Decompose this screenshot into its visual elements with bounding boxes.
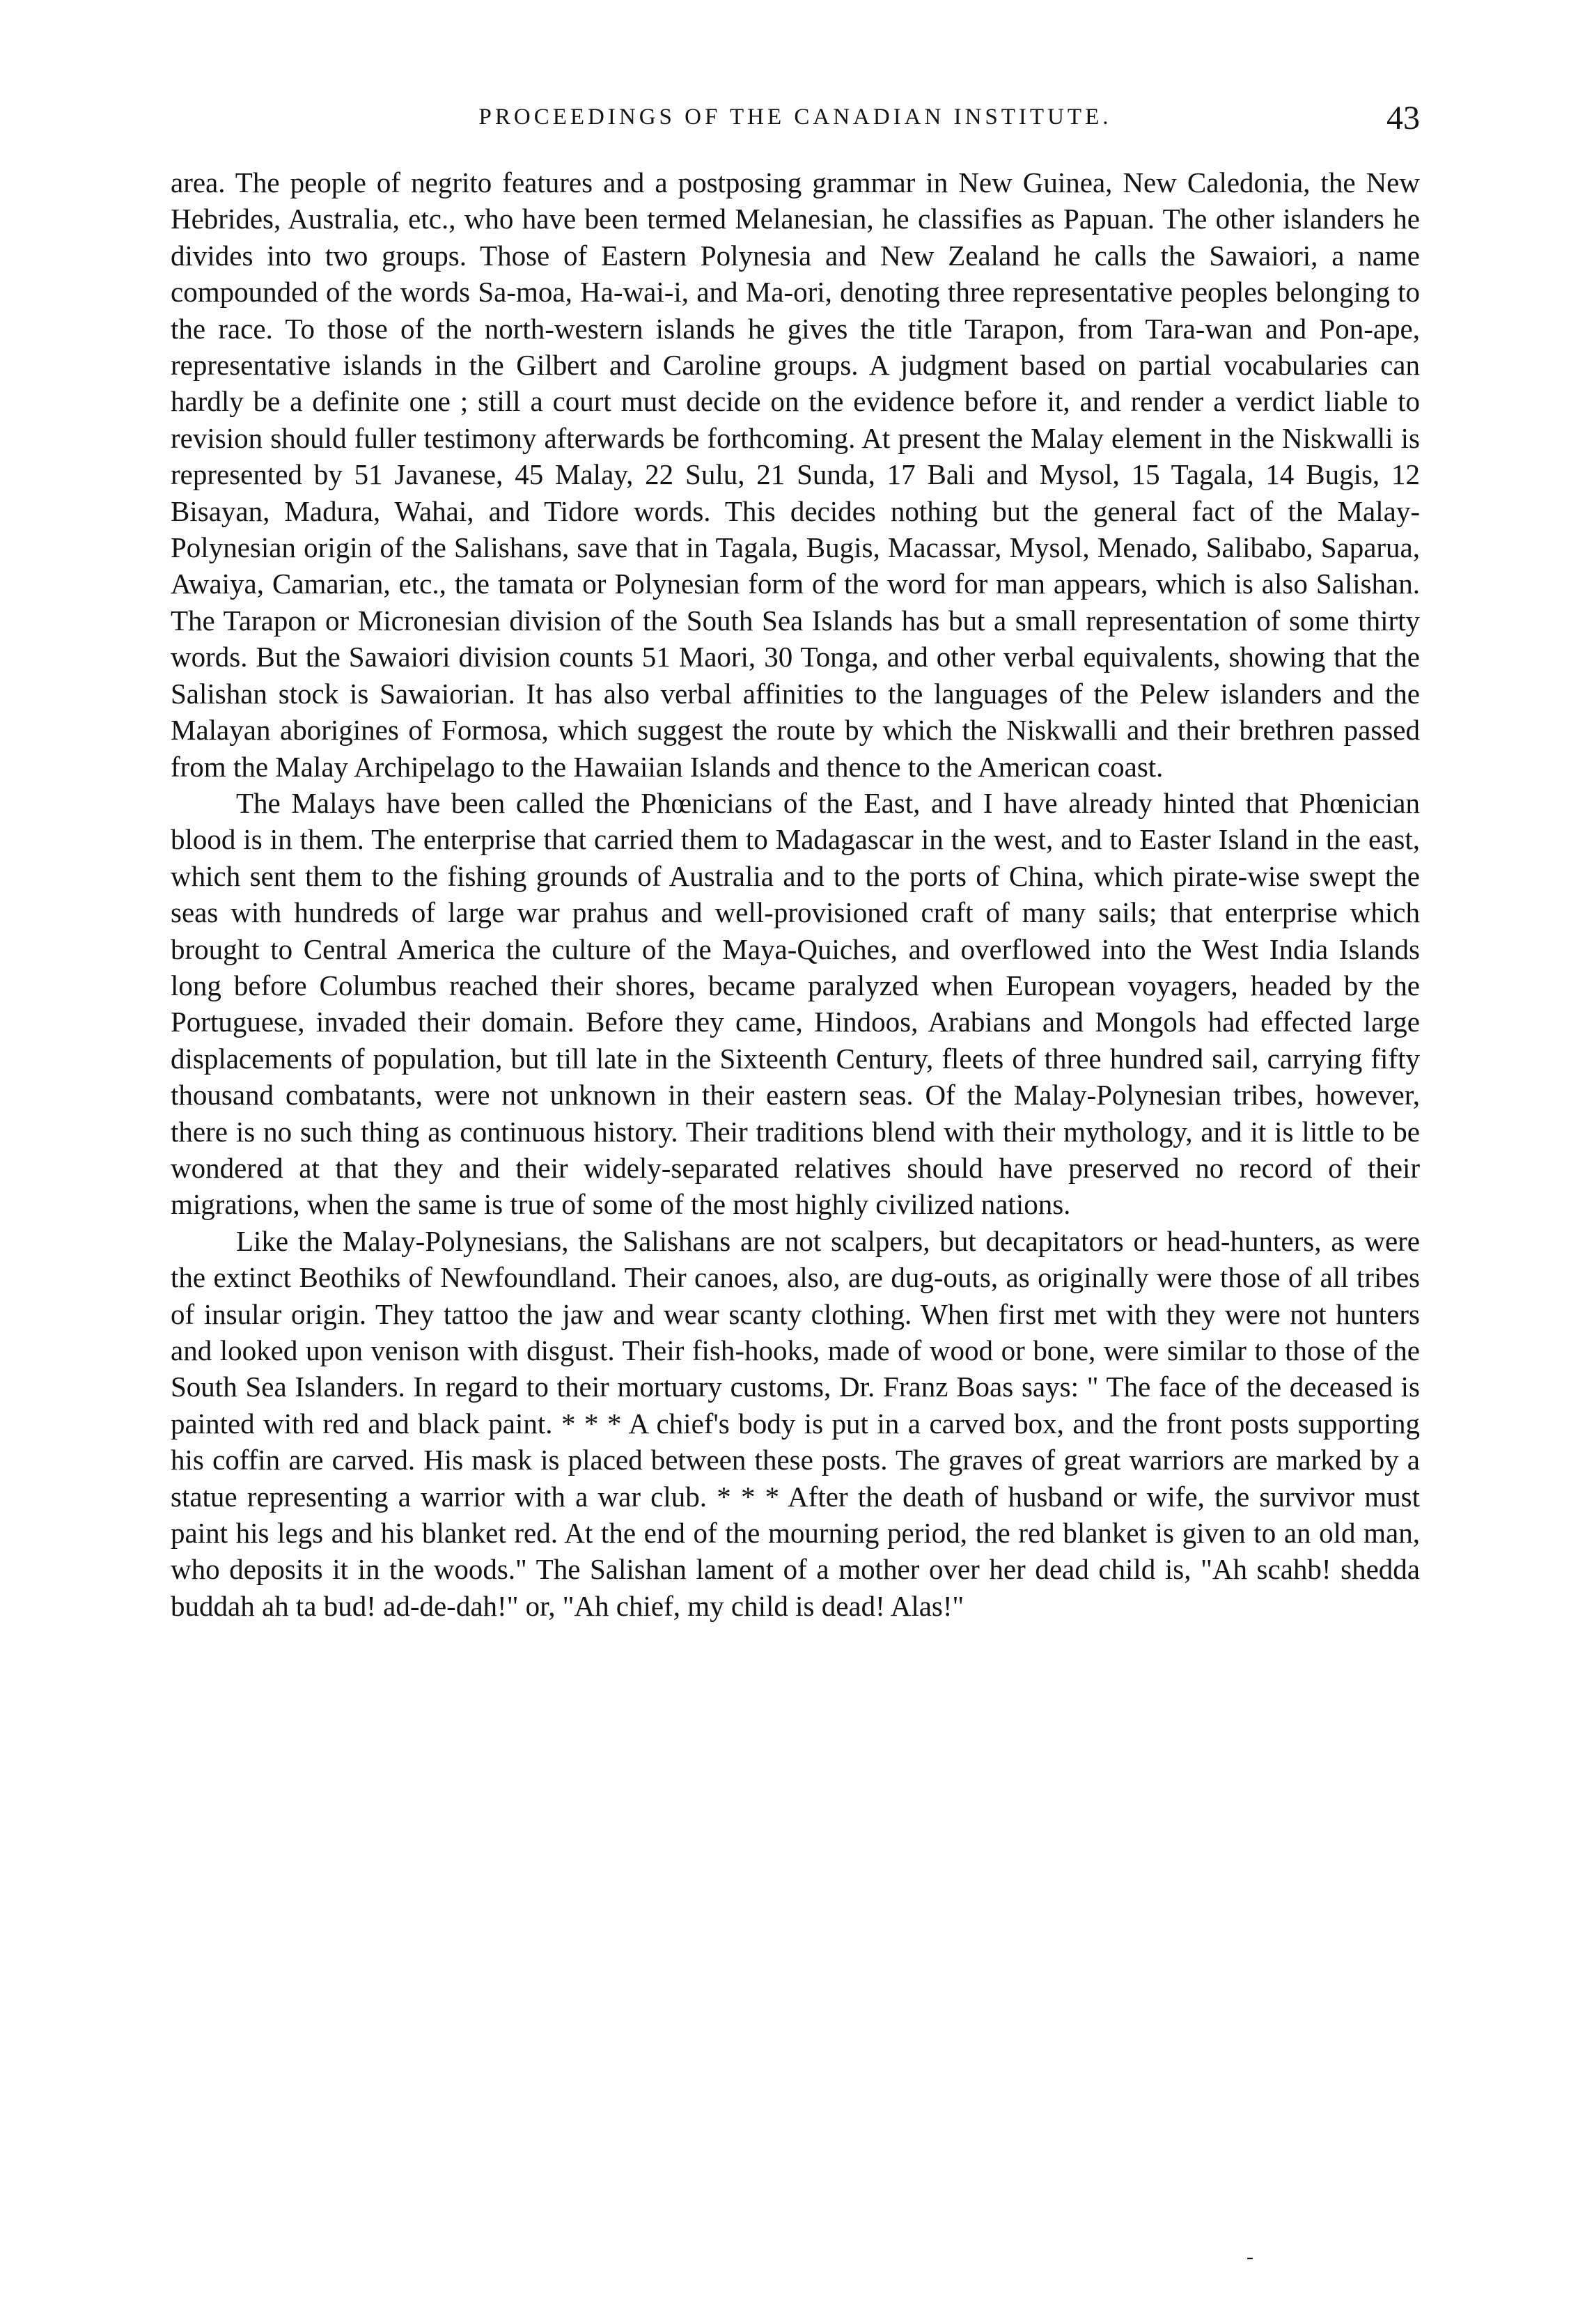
page-number: 43 <box>1386 100 1420 137</box>
paragraph-3: Like the Malay-Polynesians, the Salishans are not scalpers, but decapitators or head-hunters, as were the extinct Beothiks of Newfoundland. Their canoes, also, are dug-outs, as originally were those of all tribes of insular origin. They tattoo the jaw and wear scanty clothing. When first met with they were not hunters and looked upon venison with disgust. Their fish-hooks, made of wood or bone, were similar to those of the South Sea Islanders. In regard to their mortuary customs, Dr. Franz Boas says: " The face of the deceased is painted with red and black paint. * * * A chief's body is put in a carved box, and the front posts supporting his coffin are carved. His mask is placed between these posts. The graves of great warriors are marked by a statue representing a warrior with a war club. * * * After the death of husband or wife, the survivor must paint his legs and his blanket red. At the end of the mourning period, the red blanket is given to an old man, who deposits it in the woods." The Salishan lament of a mother over her dead child is, "Ah scahb! shedda buddah ah ta bud! ad-de-dah!" or, "Ah chief, my child is dead! Alas!" <box>171 1224 1420 1622</box>
page-header <box>171 100 1420 146</box>
body-text <box>171 164 1420 1624</box>
paragraph-2: The Malays have been called the Phœnicians of the East, and I have already hinted that Phœnician blood is in them. The enterprise that carried them to Madagascar in the west, and to Easter Island in the east, which sent them to the fishing grounds of Australia and to the ports of China, which pirate-wise swept the seas with hundreds of large war prahus and well-provisioned craft of many sails; that enterprise which brought to Central America the culture of the Maya-Quiches, and overflowed into the West India Islands long before Columbus reached their shores, became paralyzed when European voyagers, headed by the Portuguese, invaded their domain. Before they came, Hindoos, Arabians and Mongols had effected large displacements of population, but till late in the Sixteenth Century, fleets of three hundred sail, carrying fifty thousand combatants, were not unknown in their eastern seas. Of the Malay-Polynesian tribes, however, there is no such thing as continuous history. Their traditions blend with their mythology, and it is little to be wondered at that they and their widely-separated relatives should have preserved no record of their migrations, when the same is true of some of the most highly civilized nations. <box>171 786 1420 1221</box>
page-mark: - <box>1247 2245 1253 2268</box>
paragraph-1: area. The people of negrito features and a postposing grammar in New Guinea, New Caledonia, the New Hebrides, Australia, etc., who have been termed Melanesian, he classifies as Papuan. The other islanders he divides into two groups. Those of Eastern Polynesia and New Zealand he calls the Sawaiori, a name compounded of the words Sa-moa, Ha-wai-i, and Ma-ori, denoting three representative peoples belonging to the race. To those of the north-western islands he gives the title Tarapon, from Tara-wan and Pon-ape, representative islands in the Gilbert and Caroline groups. A judgment based on partial vocabularies can hardly be a definite one ; still a court must decide on the evidence before it, and render a verdict liable to revision should fuller testimony afterwards be forthcoming. At present the Malay element in the Niskwalli is represented by 51 Javanese, 45 Malay, 22 Sulu, 21 Sunda, 17 Bali and Mysol, 15 Tagala, 14 Bugis, 12 Bisayan, Madura, Wahai, and Tidore words. This decides nothing but the general fact of the Malay-Polynesian origin of the Salishans, save that in Tagala, Bugis, Macassar, Mysol, Menado, Salibabo, Saparua, Awaiya, Camarian, etc., the tamata or Polynesian form of the word for man appears, which is also Salishan. The Tarapon or Micronesian division of the South Sea Islands has but a small representation of some thirty words. But the Sawaiori division counts 51 Maori, 30 Tonga, and other verbal equivalents, showing that the Salishan stock is Sawaiorian. It has also verbal affinities to the languages of the Pelew islanders and the Malayan aborigines of Formosa, which suggest the route by which the Niskwalli and their brethren passed from the Malay Archipelago to the Hawaiian Islands and thence to the American coast. <box>171 166 1420 783</box>
running-head: PROCEEDINGS OF THE CANADIAN INSTITUTE. <box>478 104 1112 130</box>
